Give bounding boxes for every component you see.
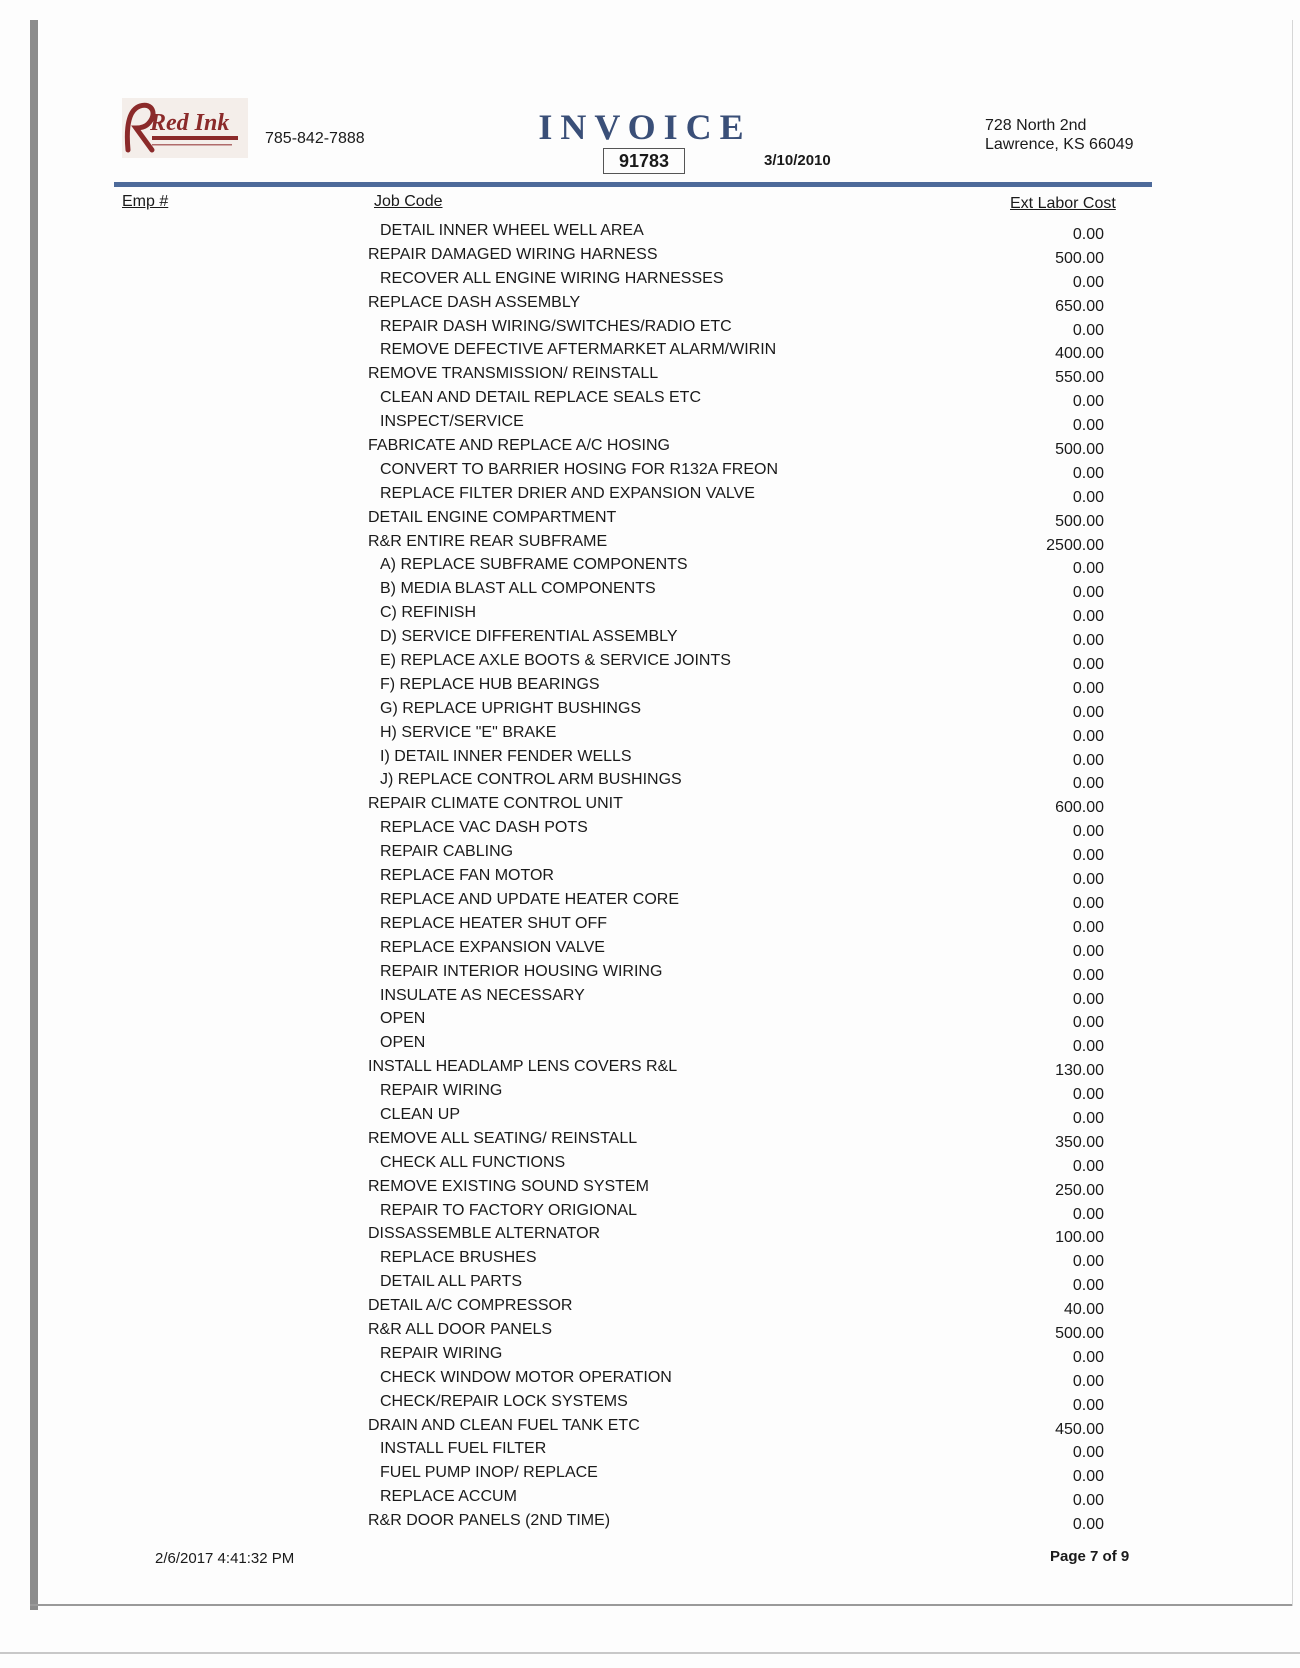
address-line-2: Lawrence, KS 66049: [985, 136, 1134, 153]
line-item-cost: 0.00: [1072, 1348, 1104, 1366]
line-item-description: CLEAN UP: [380, 1105, 461, 1123]
line-item-description: DISSASSEMBLE ALTERNATOR: [368, 1225, 601, 1243]
line-item: [0, 987, 1300, 1011]
line-item: [0, 628, 1300, 652]
line-item: [0, 389, 1300, 413]
line-item: [0, 1345, 1300, 1369]
line-items: [0, 222, 1300, 1536]
line-item-cost: 0.00: [1072, 488, 1104, 506]
line-item-description: DETAIL INNER WHEEL WELL AREA: [380, 222, 644, 239]
line-item-description: REPLACE AND UPDATE HEATER CORE: [380, 890, 680, 908]
line-item-description: CHECK ALL FUNCTIONS: [380, 1153, 566, 1171]
line-item-description: REPLACE BRUSHES: [380, 1249, 537, 1267]
line-item-description: REPLACE VAC DASH POTS: [380, 819, 588, 837]
line-item-cost: 0.00: [1072, 584, 1104, 602]
line-item-description: FUEL PUMP INOP/ REPLACE: [380, 1464, 598, 1482]
line-item-description: G) REPLACE UPRIGHT BUSHINGS: [380, 699, 642, 717]
line-item: [0, 795, 1300, 819]
line-item: [0, 341, 1300, 365]
line-item-description: REPLACE DASH ASSEMBLY: [368, 293, 581, 311]
line-item: [0, 1417, 1300, 1441]
line-item-cost: 0.00: [1072, 847, 1104, 865]
line-item-cost: 0.00: [1072, 1396, 1104, 1414]
line-item-description: DRAIN AND CLEAN FUEL TANK ETC: [368, 1416, 640, 1434]
line-item: [0, 867, 1300, 891]
line-item-description: REPAIR DASH WIRING/SWITCHES/RADIO ETC: [380, 317, 732, 335]
line-item-cost: 0.00: [1072, 656, 1104, 674]
line-item: [0, 294, 1300, 318]
line-item-cost: 500.00: [1055, 249, 1104, 267]
line-item-cost: 400.00: [1055, 345, 1104, 363]
line-item-cost: 0.00: [1072, 1014, 1104, 1032]
line-item-cost: 0.00: [1072, 990, 1104, 1008]
line-item: [0, 270, 1300, 294]
line-item: [0, 1249, 1300, 1273]
line-item-description: D) SERVICE DIFFERENTIAL ASSEMBLY: [380, 628, 678, 646]
line-item: [0, 1297, 1300, 1321]
company-address: [985, 116, 1134, 154]
line-item: [0, 461, 1300, 485]
line-item-description: INSTALL HEADLAMP LENS COVERS R&L: [368, 1058, 678, 1076]
line-item-cost: 0.00: [1072, 1468, 1104, 1486]
line-item: [0, 533, 1300, 557]
line-item-cost: 0.00: [1072, 226, 1104, 243]
line-item-description: REMOVE TRANSMISSION/ REINSTALL: [368, 365, 659, 383]
logo-text: Red Ink: [150, 110, 230, 136]
line-item-description: REPAIR WIRING: [380, 1344, 503, 1362]
column-header-job-code: Job Code: [374, 193, 443, 210]
line-item-description: REPAIR INTERIOR HOUSING WIRING: [380, 962, 663, 980]
document-title: INVOICE: [538, 107, 752, 147]
line-item-description: DETAIL A/C COMPRESSOR: [368, 1297, 573, 1315]
column-header-labor-cost: Ext Labor Cost: [1010, 195, 1116, 212]
line-item: [0, 915, 1300, 939]
line-item: [0, 1202, 1300, 1226]
line-item-cost: 0.00: [1072, 894, 1104, 912]
line-item-description: REPLACE HEATER SHUT OFF: [380, 914, 607, 932]
line-item-description: OPEN: [380, 1034, 426, 1052]
line-item: [0, 318, 1300, 342]
line-item: [0, 1130, 1300, 1154]
line-item: [0, 413, 1300, 437]
line-item-cost: 0.00: [1072, 703, 1104, 721]
header-rule: [114, 182, 1152, 187]
line-item-cost: 0.00: [1072, 1038, 1104, 1056]
line-item-cost: 0.00: [1072, 727, 1104, 745]
line-item-cost: 0.00: [1072, 918, 1104, 936]
line-item-cost: 40.00: [1063, 1301, 1104, 1319]
line-item: [0, 652, 1300, 676]
line-item-description: C) REFINISH: [380, 604, 476, 622]
line-item-description: H) SERVICE "E" BRAKE: [380, 723, 557, 741]
invoice-date: 3/10/2010: [764, 152, 831, 169]
line-item-description: CLEAN AND DETAIL REPLACE SEALS ETC: [380, 389, 701, 407]
line-item-cost: 500.00: [1055, 441, 1104, 459]
line-item: [0, 1178, 1300, 1202]
line-item-cost: 0.00: [1072, 393, 1104, 411]
line-item: [0, 1106, 1300, 1130]
line-item-cost: 0.00: [1072, 1109, 1104, 1127]
line-item: [0, 556, 1300, 580]
line-item: [0, 1010, 1300, 1034]
line-item-cost: 2500.00: [1046, 536, 1104, 554]
line-item-description: INSULATE AS NECESSARY: [380, 986, 585, 1004]
line-item: [0, 676, 1300, 700]
line-item: [0, 580, 1300, 604]
line-item-cost: 0.00: [1072, 273, 1104, 291]
line-item: [0, 1393, 1300, 1417]
line-item: [0, 891, 1300, 915]
line-item-cost: 0.00: [1072, 464, 1104, 482]
line-item-description: F) REPLACE HUB BEARINGS: [380, 675, 600, 693]
line-item: [0, 771, 1300, 795]
line-item: [0, 1058, 1300, 1082]
line-item-cost: 0.00: [1072, 871, 1104, 889]
address-line-1: 728 North 2nd: [985, 117, 1087, 134]
line-item: [0, 1154, 1300, 1178]
line-item-description: B) MEDIA BLAST ALL COMPONENTS: [380, 580, 656, 598]
line-item-cost: 450.00: [1055, 1420, 1104, 1438]
line-item: [0, 222, 1300, 246]
line-item-cost: 0.00: [1072, 1372, 1104, 1390]
line-item: [0, 365, 1300, 389]
line-item: [0, 748, 1300, 772]
line-item: [0, 1440, 1300, 1464]
line-item-description: REPLACE FILTER DRIER AND EXPANSION VALVE: [380, 484, 755, 502]
line-item-cost: 130.00: [1055, 1062, 1104, 1080]
line-item-cost: 0.00: [1072, 1516, 1104, 1534]
line-item-description: DETAIL ALL PARTS: [380, 1273, 522, 1291]
line-item-description: RECOVER ALL ENGINE WIRING HARNESSES: [380, 269, 724, 287]
line-item-description: REPAIR WIRING: [380, 1082, 503, 1100]
line-item-cost: 0.00: [1072, 560, 1104, 578]
line-item: [0, 1225, 1300, 1249]
line-item-description: REMOVE ALL SEATING/ REINSTALL: [368, 1129, 638, 1147]
line-item-description: REPAIR CABLING: [380, 843, 514, 861]
line-item: [0, 246, 1300, 270]
line-item-description: INSTALL FUEL FILTER: [380, 1440, 547, 1458]
line-item-cost: 0.00: [1072, 942, 1104, 960]
line-item: [0, 724, 1300, 748]
line-item-description: R&R ALL DOOR PANELS: [368, 1320, 553, 1338]
line-item: [0, 1321, 1300, 1345]
line-item: [0, 819, 1300, 843]
line-item: [0, 939, 1300, 963]
line-item-cost: 550.00: [1055, 369, 1104, 387]
line-item: [0, 700, 1300, 724]
line-item-cost: 0.00: [1072, 608, 1104, 626]
line-item: [0, 1488, 1300, 1512]
line-item: [0, 1369, 1300, 1393]
line-item-description: R&R DOOR PANELS (2ND TIME): [368, 1512, 611, 1530]
line-item-description: REPLACE FAN MOTOR: [380, 867, 554, 885]
line-item-cost: 350.00: [1055, 1133, 1104, 1151]
line-item: [0, 604, 1300, 628]
line-item: [0, 963, 1300, 987]
line-item-description: REPAIR CLIMATE CONTROL UNIT: [368, 795, 623, 813]
line-item: [0, 1273, 1300, 1297]
line-item-cost: 0.00: [1072, 1157, 1104, 1175]
page-indicator: Page 7 of 9: [1050, 1548, 1130, 1565]
line-item-description: REPLACE EXPANSION VALVE: [380, 938, 605, 956]
line-item-description: R&R ENTIRE REAR SUBFRAME: [368, 532, 608, 550]
line-item: [0, 437, 1300, 461]
line-item-cost: 0.00: [1072, 632, 1104, 650]
line-item-cost: 0.00: [1072, 1253, 1104, 1271]
line-item-description: REMOVE EXISTING SOUND SYSTEM: [368, 1177, 649, 1195]
line-item: [0, 1512, 1300, 1536]
line-item: [0, 1034, 1300, 1058]
line-item-cost: 0.00: [1072, 775, 1104, 793]
line-item-description: FABRICATE AND REPLACE A/C HOSING: [368, 437, 670, 455]
line-item-description: REPAIR DAMAGED WIRING HARNESS: [368, 245, 658, 263]
invoice-number: 91783: [603, 148, 685, 174]
line-item-description: CHECK WINDOW MOTOR OPERATION: [380, 1368, 672, 1386]
line-item-cost: 0.00: [1072, 417, 1104, 435]
line-item-cost: 0.00: [1072, 1277, 1104, 1295]
line-item-description: REPAIR TO FACTORY ORIGIONAL: [380, 1201, 637, 1219]
line-item-description: CHECK/REPAIR LOCK SYSTEMS: [380, 1392, 628, 1410]
line-item: [0, 1082, 1300, 1106]
company-phone: 785-842-7888: [265, 130, 365, 147]
line-item-cost: 0.00: [1072, 751, 1104, 769]
line-item-description: A) REPLACE SUBFRAME COMPONENTS: [380, 556, 688, 574]
line-item-cost: 0.00: [1072, 1086, 1104, 1104]
line-item-cost: 0.00: [1072, 679, 1104, 697]
line-item: [0, 485, 1300, 509]
line-item-description: OPEN: [380, 1010, 426, 1028]
line-item-description: I) DETAIL INNER FENDER WELLS: [380, 747, 632, 765]
column-header-emp: Emp #: [122, 193, 169, 210]
line-item-description: DETAIL ENGINE COMPARTMENT: [368, 508, 617, 526]
line-item-cost: 600.00: [1055, 799, 1104, 817]
line-item-cost: 100.00: [1055, 1229, 1104, 1247]
line-item-cost: 0.00: [1072, 1205, 1104, 1223]
line-item-description: INSPECT/SERVICE: [380, 413, 524, 431]
line-item: [0, 509, 1300, 533]
line-item: [0, 1464, 1300, 1488]
scan-edge-bottom: [30, 1604, 1292, 1606]
line-item-cost: 500.00: [1055, 512, 1104, 530]
line-item-cost: 650.00: [1055, 297, 1104, 315]
company-logo: [122, 98, 248, 158]
line-item-cost: 0.00: [1072, 1444, 1104, 1462]
line-item-cost: 0.00: [1072, 966, 1104, 984]
line-item-cost: 0.00: [1072, 823, 1104, 841]
line-item: [0, 843, 1300, 867]
line-item-cost: 0.00: [1072, 321, 1104, 339]
line-item-description: J) REPLACE CONTROL ARM BUSHINGS: [380, 771, 682, 789]
line-item-description: E) REPLACE AXLE BOOTS & SERVICE JOINTS: [380, 652, 731, 670]
line-item-description: CONVERT TO BARRIER HOSING FOR R132A FREON: [380, 460, 779, 478]
line-item-cost: 500.00: [1055, 1324, 1104, 1342]
line-item-cost: 250.00: [1055, 1181, 1104, 1199]
line-item-cost: 0.00: [1072, 1492, 1104, 1510]
line-item-description: REMOVE DEFECTIVE AFTERMARKET ALARM/WIRIN: [380, 341, 777, 359]
line-item-description: REPLACE ACCUM: [380, 1488, 517, 1506]
scan-edge-bottom-outer: [0, 1652, 1300, 1654]
print-timestamp: 2/6/2017 4:41:32 PM: [155, 1550, 295, 1567]
